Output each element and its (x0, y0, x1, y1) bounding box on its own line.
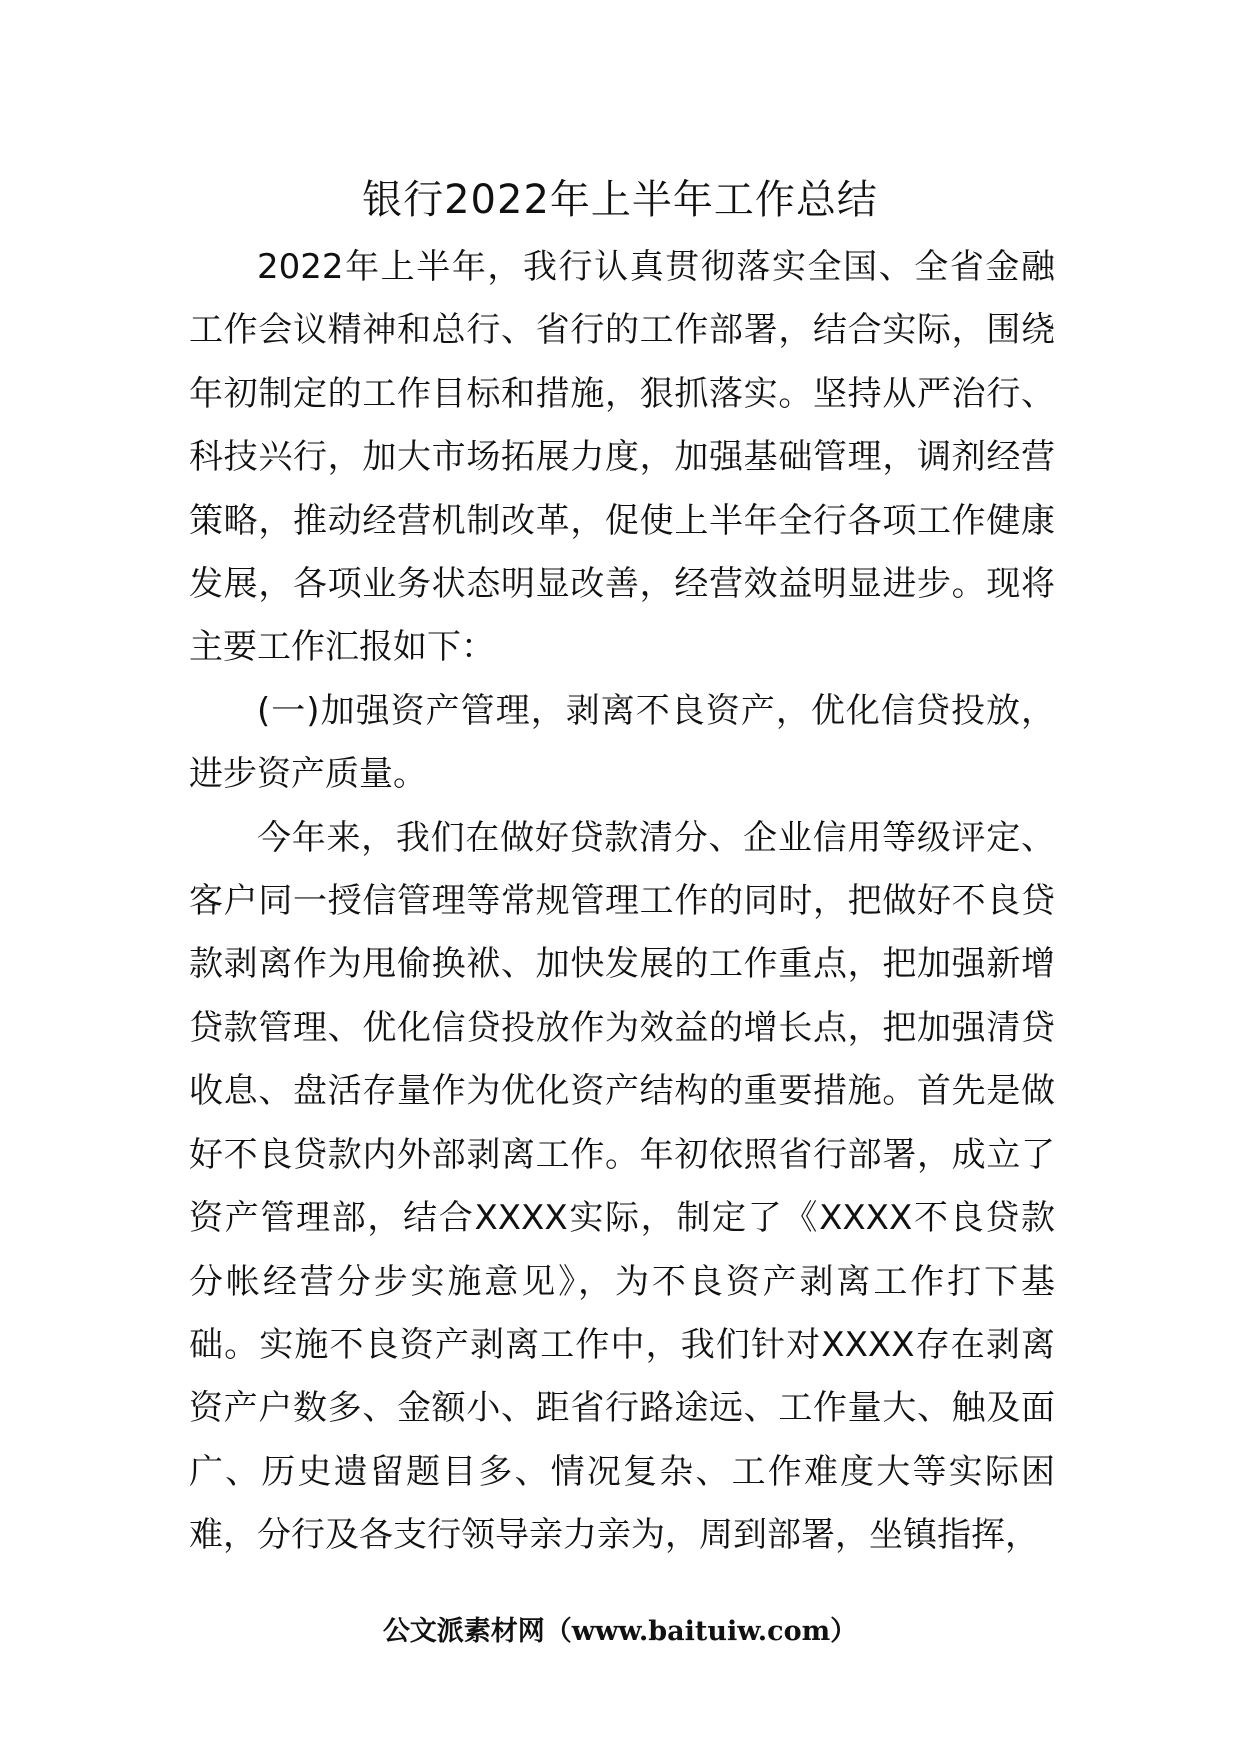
paragraph-asset-management: 今年来，我们在做好贷款清分、企业信用等级评定、客户同一授信管理等常规管理工作的同时，把做好不良贷款剥离作为甩偷换袱、加快发展的工作重点，把加强新增贷款管理、优化信贷投放作为效益的增长点，把加强清贷收息、盘活存量作为优化资产结构的重要措施。首先是做好不良贷款内外部剥离工作。年初依照省行部署，成立了资产管理部，结合XXXX实际，制定了《XXXX不良贷款分帐经营分步实施意见》，为不良资产剥离工作打下基础。实施不良资产剥离工作中，我们针对XXXX存在剥离资产户数多、金额小、距省行路途远、工作量大、触及面广、历史遗留题目多、情况复杂、工作难度大等实际困难，分行及各支行领导亲力亲为，周到部署，坐镇指挥， (189, 817, 1055, 1556)
paragraph-intro: 2022年上半年，我行认真贯彻落实全国、全省金融工作会议精神和总行、省行的工作部署，结合实际，围绕年初制定的工作目标和措施，狠抓落实。坚持从严治行、科技兴行，加大市场拓展力度，加强基础管理，调剂经营策略，推动经营机制改革，促使上半年全行各项工作健康发展，各项业务状态明显改善，经营效益明显进步。现将主要工作汇报如下： (189, 247, 1055, 668)
paragraph-section-heading: (一)加强资产管理，剥离不良资产，优化信贷投放，进步资产质量。 (189, 690, 1055, 795)
document-title: 银行2022年上半年工作总结 (362, 177, 878, 223)
document-body (189, 236, 1055, 1568)
footer-watermark-text: 公文派素材网（www.baituiw.com） (382, 1616, 858, 1647)
